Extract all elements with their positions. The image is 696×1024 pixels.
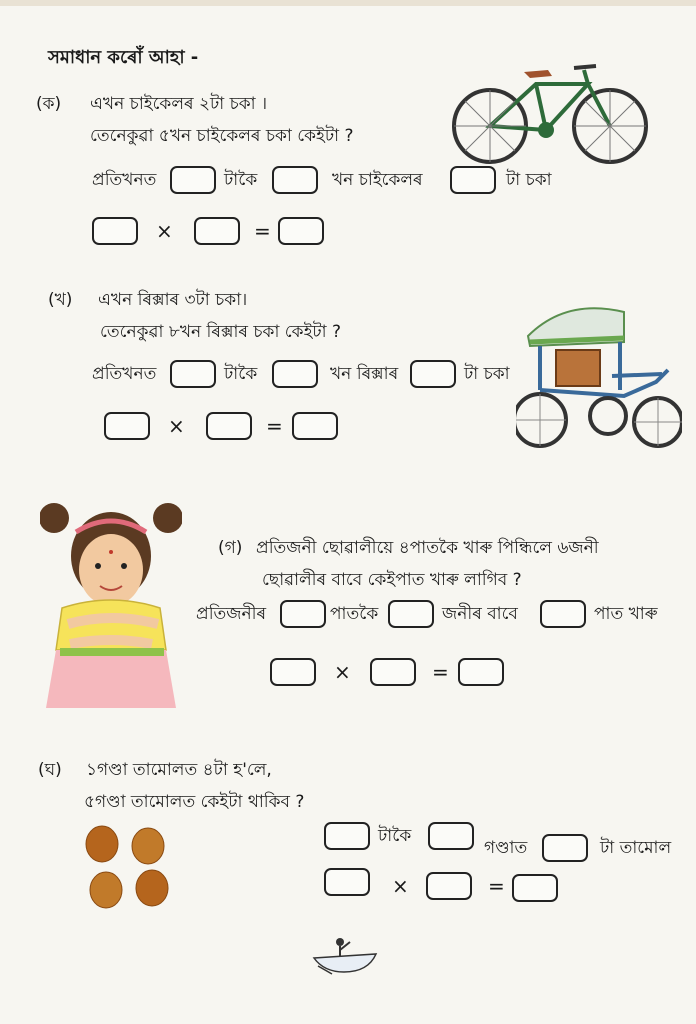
q2-eq-blank-1[interactable] bbox=[104, 412, 150, 440]
q2-line1: এখন ৰিক্সাৰ ৩টা চকা। bbox=[98, 290, 248, 310]
q4-fill-text-2: গণ্ডাত bbox=[484, 838, 528, 858]
q3-line2: ছোৱালীৰ বাবে কেইপাত খাৰু লাগিব ? bbox=[262, 570, 522, 590]
q2-label: (খ) bbox=[48, 290, 73, 310]
q3-label: (গ) bbox=[218, 538, 243, 558]
q2-fill-text-1: প্ৰতিখনত bbox=[92, 364, 157, 384]
q2-line2: তেনেকুৱা ৮খন ৰিক্সাৰ চকা কেইটা ? bbox=[100, 322, 342, 342]
q2-fill-text-3: খন ৰিক্সাৰ bbox=[330, 364, 399, 384]
bicycle-picture bbox=[448, 56, 654, 168]
q3-fill-text-2: পাতকৈ bbox=[330, 604, 379, 624]
q2-blank-total[interactable] bbox=[410, 360, 456, 388]
q2-blank-rickshaws[interactable] bbox=[272, 360, 318, 388]
q3-equals-sign: = bbox=[432, 660, 449, 684]
q4-line2: ৫গণ্ডা তামোলত কেইটা থাকিব ? bbox=[84, 792, 305, 812]
q4-eq-blank-result[interactable] bbox=[512, 874, 558, 902]
page-top-edge bbox=[0, 0, 696, 6]
q4-fill-text-1: টাকৈ bbox=[378, 826, 412, 846]
q2-eq-blank-result[interactable] bbox=[292, 412, 338, 440]
q1-equals-sign: = bbox=[254, 219, 271, 243]
q2-eq-blank-2[interactable] bbox=[206, 412, 252, 440]
q3-fill-text-1: প্ৰতিজনীৰ bbox=[196, 604, 267, 624]
q2-fill-text-4: টা চকা bbox=[464, 364, 510, 384]
q4-times-sign: × bbox=[392, 874, 409, 898]
q4-eq-blank-2[interactable] bbox=[426, 872, 472, 900]
q1-blank-total[interactable] bbox=[450, 166, 496, 194]
girl-picture bbox=[40, 496, 182, 710]
q3-times-sign: × bbox=[334, 660, 351, 684]
q1-line1: এখন চাইকেলৰ ২টা চকা । bbox=[90, 94, 268, 114]
q2-times-sign: × bbox=[168, 414, 185, 438]
q4-eq-blank-1[interactable] bbox=[324, 868, 370, 896]
q4-fill-text-3: টা তামোল bbox=[600, 838, 672, 858]
q3-blank-total[interactable] bbox=[540, 600, 586, 628]
q4-line1: ১গণ্ডা তামোলত ৪টা হ'লে, bbox=[86, 760, 272, 780]
q3-fill-text-4: পাত খাৰু bbox=[594, 604, 658, 624]
q3-fill-text-3: জনীৰ বাবে bbox=[442, 604, 518, 624]
q1-times-sign: × bbox=[156, 219, 173, 243]
q1-fill-text-4: টা চকা bbox=[506, 170, 552, 190]
q1-eq-blank-result[interactable] bbox=[278, 217, 324, 245]
q1-eq-blank-2[interactable] bbox=[194, 217, 240, 245]
q1-fill-text-1: প্ৰতিখনত bbox=[92, 170, 157, 190]
areca-nuts-picture bbox=[82, 822, 176, 914]
q1-blank-per-cycle[interactable] bbox=[170, 166, 216, 194]
q1-fill-text-2: টাকৈ bbox=[224, 170, 258, 190]
q2-blank-per-rickshaw[interactable] bbox=[170, 360, 216, 388]
q1-eq-blank-1[interactable] bbox=[92, 217, 138, 245]
q2-fill-text-2: টাকৈ bbox=[224, 364, 258, 384]
q2-equals-sign: = bbox=[266, 414, 283, 438]
q3-blank-per-girl[interactable] bbox=[280, 600, 326, 628]
page-heading: সমাধান কৰোঁ আহা - bbox=[48, 47, 199, 68]
q4-blank-per-ganda[interactable] bbox=[324, 822, 370, 850]
q1-label: (ক) bbox=[36, 94, 62, 114]
q3-eq-blank-2[interactable] bbox=[370, 658, 416, 686]
q4-equals-sign: = bbox=[488, 874, 505, 898]
q3-eq-blank-result[interactable] bbox=[458, 658, 504, 686]
q4-label: (ঘ) bbox=[38, 760, 62, 780]
q1-line2: তেনেকুৱা ৫খন চাইকেলৰ চকা কেইটা ? bbox=[90, 126, 354, 146]
boat-page-number-picture bbox=[310, 932, 380, 976]
q1-fill-text-3: খন চাইকেলৰ bbox=[332, 170, 423, 190]
rickshaw-picture bbox=[516, 298, 682, 458]
q4-blank-gandas[interactable] bbox=[428, 822, 474, 850]
q4-blank-total[interactable] bbox=[542, 834, 588, 862]
q1-blank-cycles[interactable] bbox=[272, 166, 318, 194]
q3-line1: প্ৰতিজনী ছোৱালীয়ে ৪পাতকৈ খাৰু পিন্ধিলে ৬জনী bbox=[256, 538, 599, 558]
q3-blank-girls[interactable] bbox=[388, 600, 434, 628]
q3-eq-blank-1[interactable] bbox=[270, 658, 316, 686]
